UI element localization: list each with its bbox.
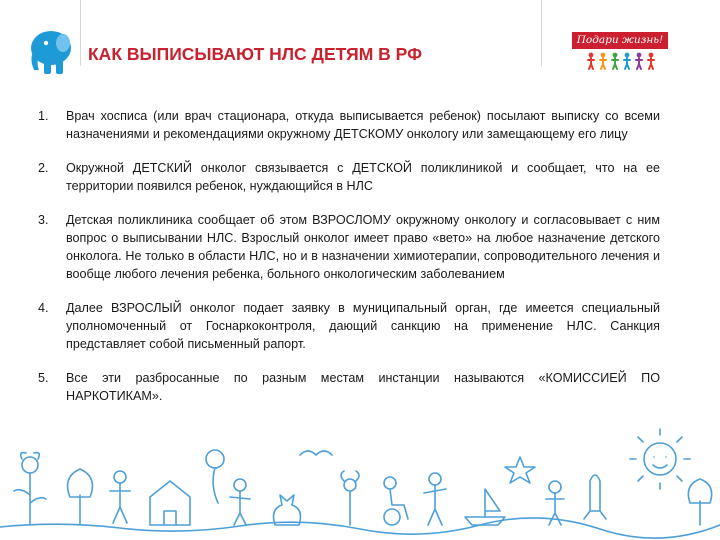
list-item	[38, 107, 660, 143]
elephant-logo-icon	[26, 26, 76, 78]
divider-line-left	[80, 0, 81, 66]
list-item-text: Врач хосписа (или врач стационара, откуда выписывается ребенок) посылают выписку со всеми назначениями и рекомендациями окружному ДЕТСКОМУ онкологу или замещающему его лицу	[66, 109, 660, 141]
list-item	[38, 369, 660, 405]
steps-list	[38, 107, 660, 405]
list-item-text: Далее ВЗРОСЛЫЙ онколог подает заявку в муниципальный орган, где имеется специальный уполномоченный от Госнаркоконтроля, дающий санкцию на применение НЛС. Санкция представляет собой письменный рапорт.	[66, 301, 660, 351]
list-item-number: 5.	[38, 371, 49, 385]
list-item-number: 1.	[38, 109, 49, 123]
partner-logo	[568, 30, 672, 74]
list-item-number: 2.	[38, 161, 49, 175]
divider-line-right	[541, 0, 542, 66]
list-item-text: Детская поликлиника сообщает об этом ВЗРОСЛОМУ окружному онкологу и согласовывает с ним вопрос о выписывании НЛС. Взрослый онколог имеет право «вето» на любое назначение детского онколога. Не только в области НЛС, но и в назначении химиотерапии, сопроводительного лечения и вообще любого лечения ребенка, больного онкологическим заболеванием	[66, 213, 660, 281]
page-title: КАК ВЫПИСЫВАЮТ НЛС ДЕТЯМ В РФ	[88, 44, 423, 64]
list-item	[38, 211, 660, 283]
children-doodles-illustration	[0, 425, 720, 540]
kids-row-icon	[586, 51, 656, 71]
list-item	[38, 159, 660, 195]
list-item-number: 3.	[38, 213, 49, 227]
list-item-number: 4.	[38, 301, 49, 315]
partner-logo-text: Подари жизнь!	[572, 32, 668, 49]
list-item-text: Все эти разбросанные по разным местам инстанции называются «КОМИССИЕЙ ПО НАРКОТИКАМ».	[66, 371, 660, 403]
list-item	[38, 299, 660, 353]
list-item-text: Окружной ДЕТСКИЙ онколог связывается с ДЕТСКОЙ поликлиникой и сообщает, что на ее территории появился ребенок, нуждающийся в НЛС	[66, 161, 660, 193]
main-content	[38, 107, 660, 421]
